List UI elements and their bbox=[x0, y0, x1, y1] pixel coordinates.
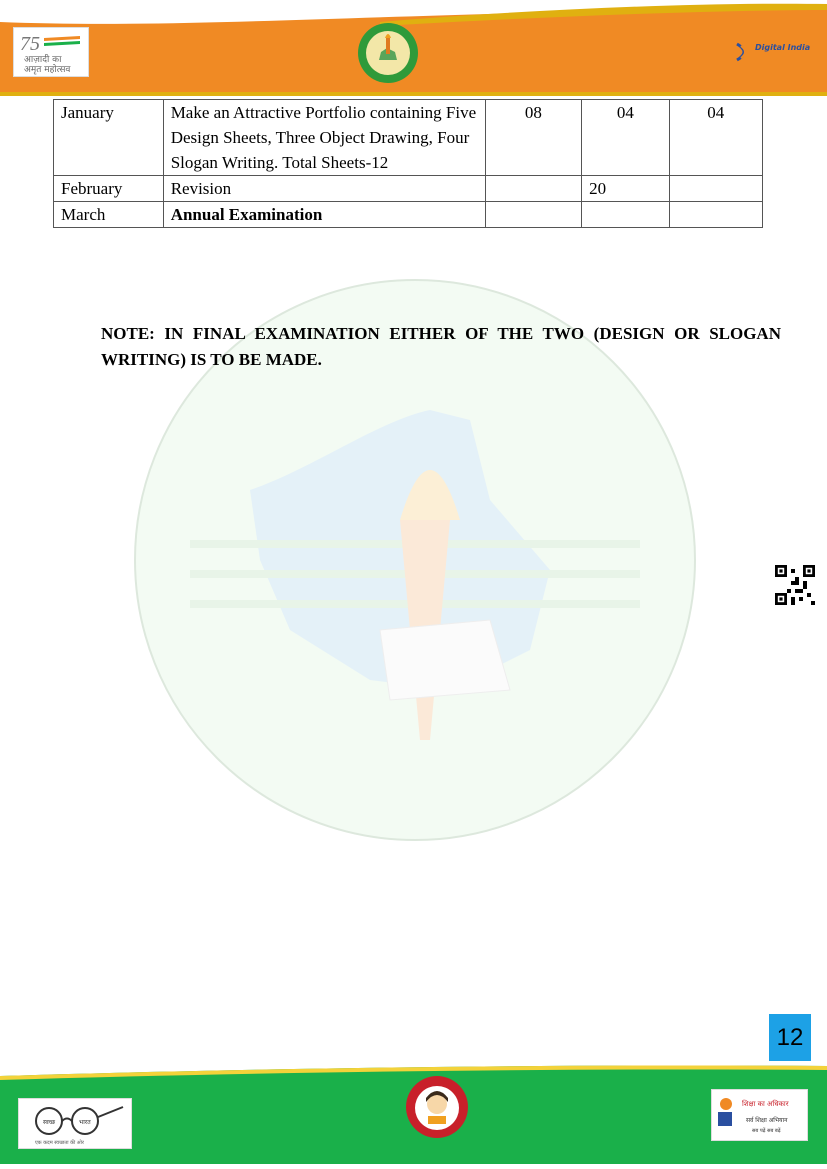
value-cell: 04 bbox=[582, 100, 669, 176]
svg-text:सब पढ़ें सब बढ़ें: सब पढ़ें सब बढ़ें bbox=[752, 1128, 781, 1134]
activity-cell: Revision bbox=[163, 176, 485, 202]
value-cell bbox=[582, 202, 669, 228]
haryana-board-emblem bbox=[357, 22, 419, 84]
svg-text:एक कदम स्वच्छता की ओर: एक कदम स्वच्छता की ओर bbox=[35, 1140, 84, 1146]
month-cell: March bbox=[54, 202, 164, 228]
digital-india-text: Digital India bbox=[755, 43, 811, 52]
svg-text:सर्व शिक्षा अभियान: सर्व शिक्षा अभियान bbox=[746, 1117, 788, 1124]
shiksha-ka-adhikar-logo bbox=[711, 1089, 808, 1141]
value-cell bbox=[669, 202, 762, 228]
svg-text:आज़ादी का: आज़ादी का bbox=[24, 55, 62, 65]
exam-note: NOTE: IN FINAL EXAMINATION EITHER OF THE TWO (DESIGN OR SLOGAN WRITING) IS TO BE MADE. bbox=[101, 324, 781, 369]
value-cell: 08 bbox=[485, 100, 581, 176]
svg-text:भारत: भारत bbox=[79, 1119, 91, 1126]
page-number: 12 bbox=[769, 1014, 811, 1061]
value-cell: 20 bbox=[582, 176, 669, 202]
table-row bbox=[54, 202, 763, 228]
swachh-bharat-logo bbox=[18, 1098, 132, 1149]
syllabus-table bbox=[53, 99, 763, 228]
table-row bbox=[54, 100, 763, 176]
activity-cell: Annual Examination bbox=[163, 202, 485, 228]
month-cell: February bbox=[54, 176, 164, 202]
azadi-ka-amrit-mahotsav-logo bbox=[13, 27, 89, 77]
activity-cell: Make an Attractive Portfolio containing Five Design Sheets, Three Object Drawing, Four Slogan Writing. Total Sheets-12 bbox=[163, 100, 485, 176]
value-cell bbox=[485, 202, 581, 228]
beti-bachao-beti-padhao-logo bbox=[404, 1072, 470, 1142]
svg-text:अमृत महोत्सव: अमृत महोत्सव bbox=[24, 65, 71, 75]
value-cell: 04 bbox=[669, 100, 762, 176]
table-row bbox=[54, 176, 763, 202]
qr-code-icon[interactable] bbox=[775, 565, 815, 605]
month-cell: January bbox=[54, 100, 164, 176]
svg-text:शिक्षा का अधिकार: शिक्षा का अधिकार bbox=[742, 1100, 789, 1108]
value-cell bbox=[669, 176, 762, 202]
value-cell bbox=[485, 176, 581, 202]
svg-text:75: 75 bbox=[20, 33, 40, 55]
svg-text:स्वच्छ: स्वच्छ bbox=[43, 1119, 56, 1126]
digital-india-logo bbox=[733, 40, 813, 66]
